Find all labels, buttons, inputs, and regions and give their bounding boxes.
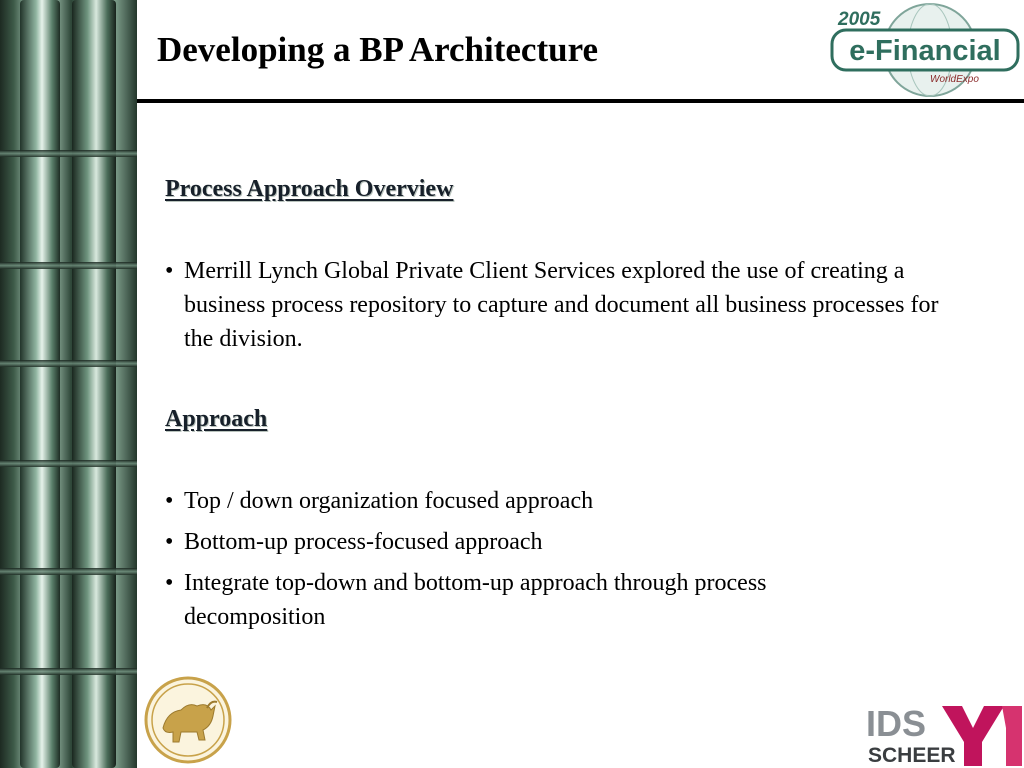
bullet-dot: • xyxy=(165,570,174,596)
bamboo-node xyxy=(0,460,137,467)
scheer-text: SCHEER xyxy=(868,744,956,767)
bamboo-stalk xyxy=(72,0,116,768)
expo-year: 2005 xyxy=(838,9,881,30)
bamboo-node xyxy=(0,668,137,675)
section-heading-overview: Process Approach Overview xyxy=(165,176,454,202)
bullet-item xyxy=(165,525,965,559)
bullet-item xyxy=(165,484,965,518)
expo-name: e-Financial xyxy=(849,35,1001,67)
bullet-item xyxy=(165,254,965,356)
bull-seal-logo xyxy=(141,672,237,768)
e-financial-expo-logo xyxy=(826,0,1024,100)
bullet-dot: • xyxy=(165,529,174,555)
ids-text: IDS xyxy=(866,703,927,744)
bamboo-node xyxy=(0,262,137,269)
ids-y-mark-accent-icon xyxy=(1002,706,1022,766)
bamboo-node xyxy=(0,568,137,575)
expo-subtitle: WorldExpo xyxy=(930,74,979,85)
bullet-text: Integrate top-down and bottom-up approach through process decomposition xyxy=(184,570,767,630)
bamboo-node xyxy=(0,150,137,157)
bamboo-stalk xyxy=(20,0,60,768)
bamboo-background-image xyxy=(0,0,137,768)
bullet-text: Merrill Lynch Global Private Client Services explored the use of creating a business process repository to capture and document all business processes for the division. xyxy=(184,258,939,352)
page-title: Developing a BP Architecture xyxy=(157,30,599,69)
bullet-text: Top / down organization focused approach xyxy=(184,488,594,514)
bamboo-node xyxy=(0,360,137,367)
bullet-text: Bottom-up process-focused approach xyxy=(184,529,543,555)
section-heading-approach: Approach xyxy=(165,406,268,432)
bullet-dot: • xyxy=(165,488,174,514)
bullet-dot: • xyxy=(165,258,174,284)
ids-scheer-logo xyxy=(862,702,1024,768)
slide-body xyxy=(165,172,965,634)
bullet-item xyxy=(165,566,904,634)
